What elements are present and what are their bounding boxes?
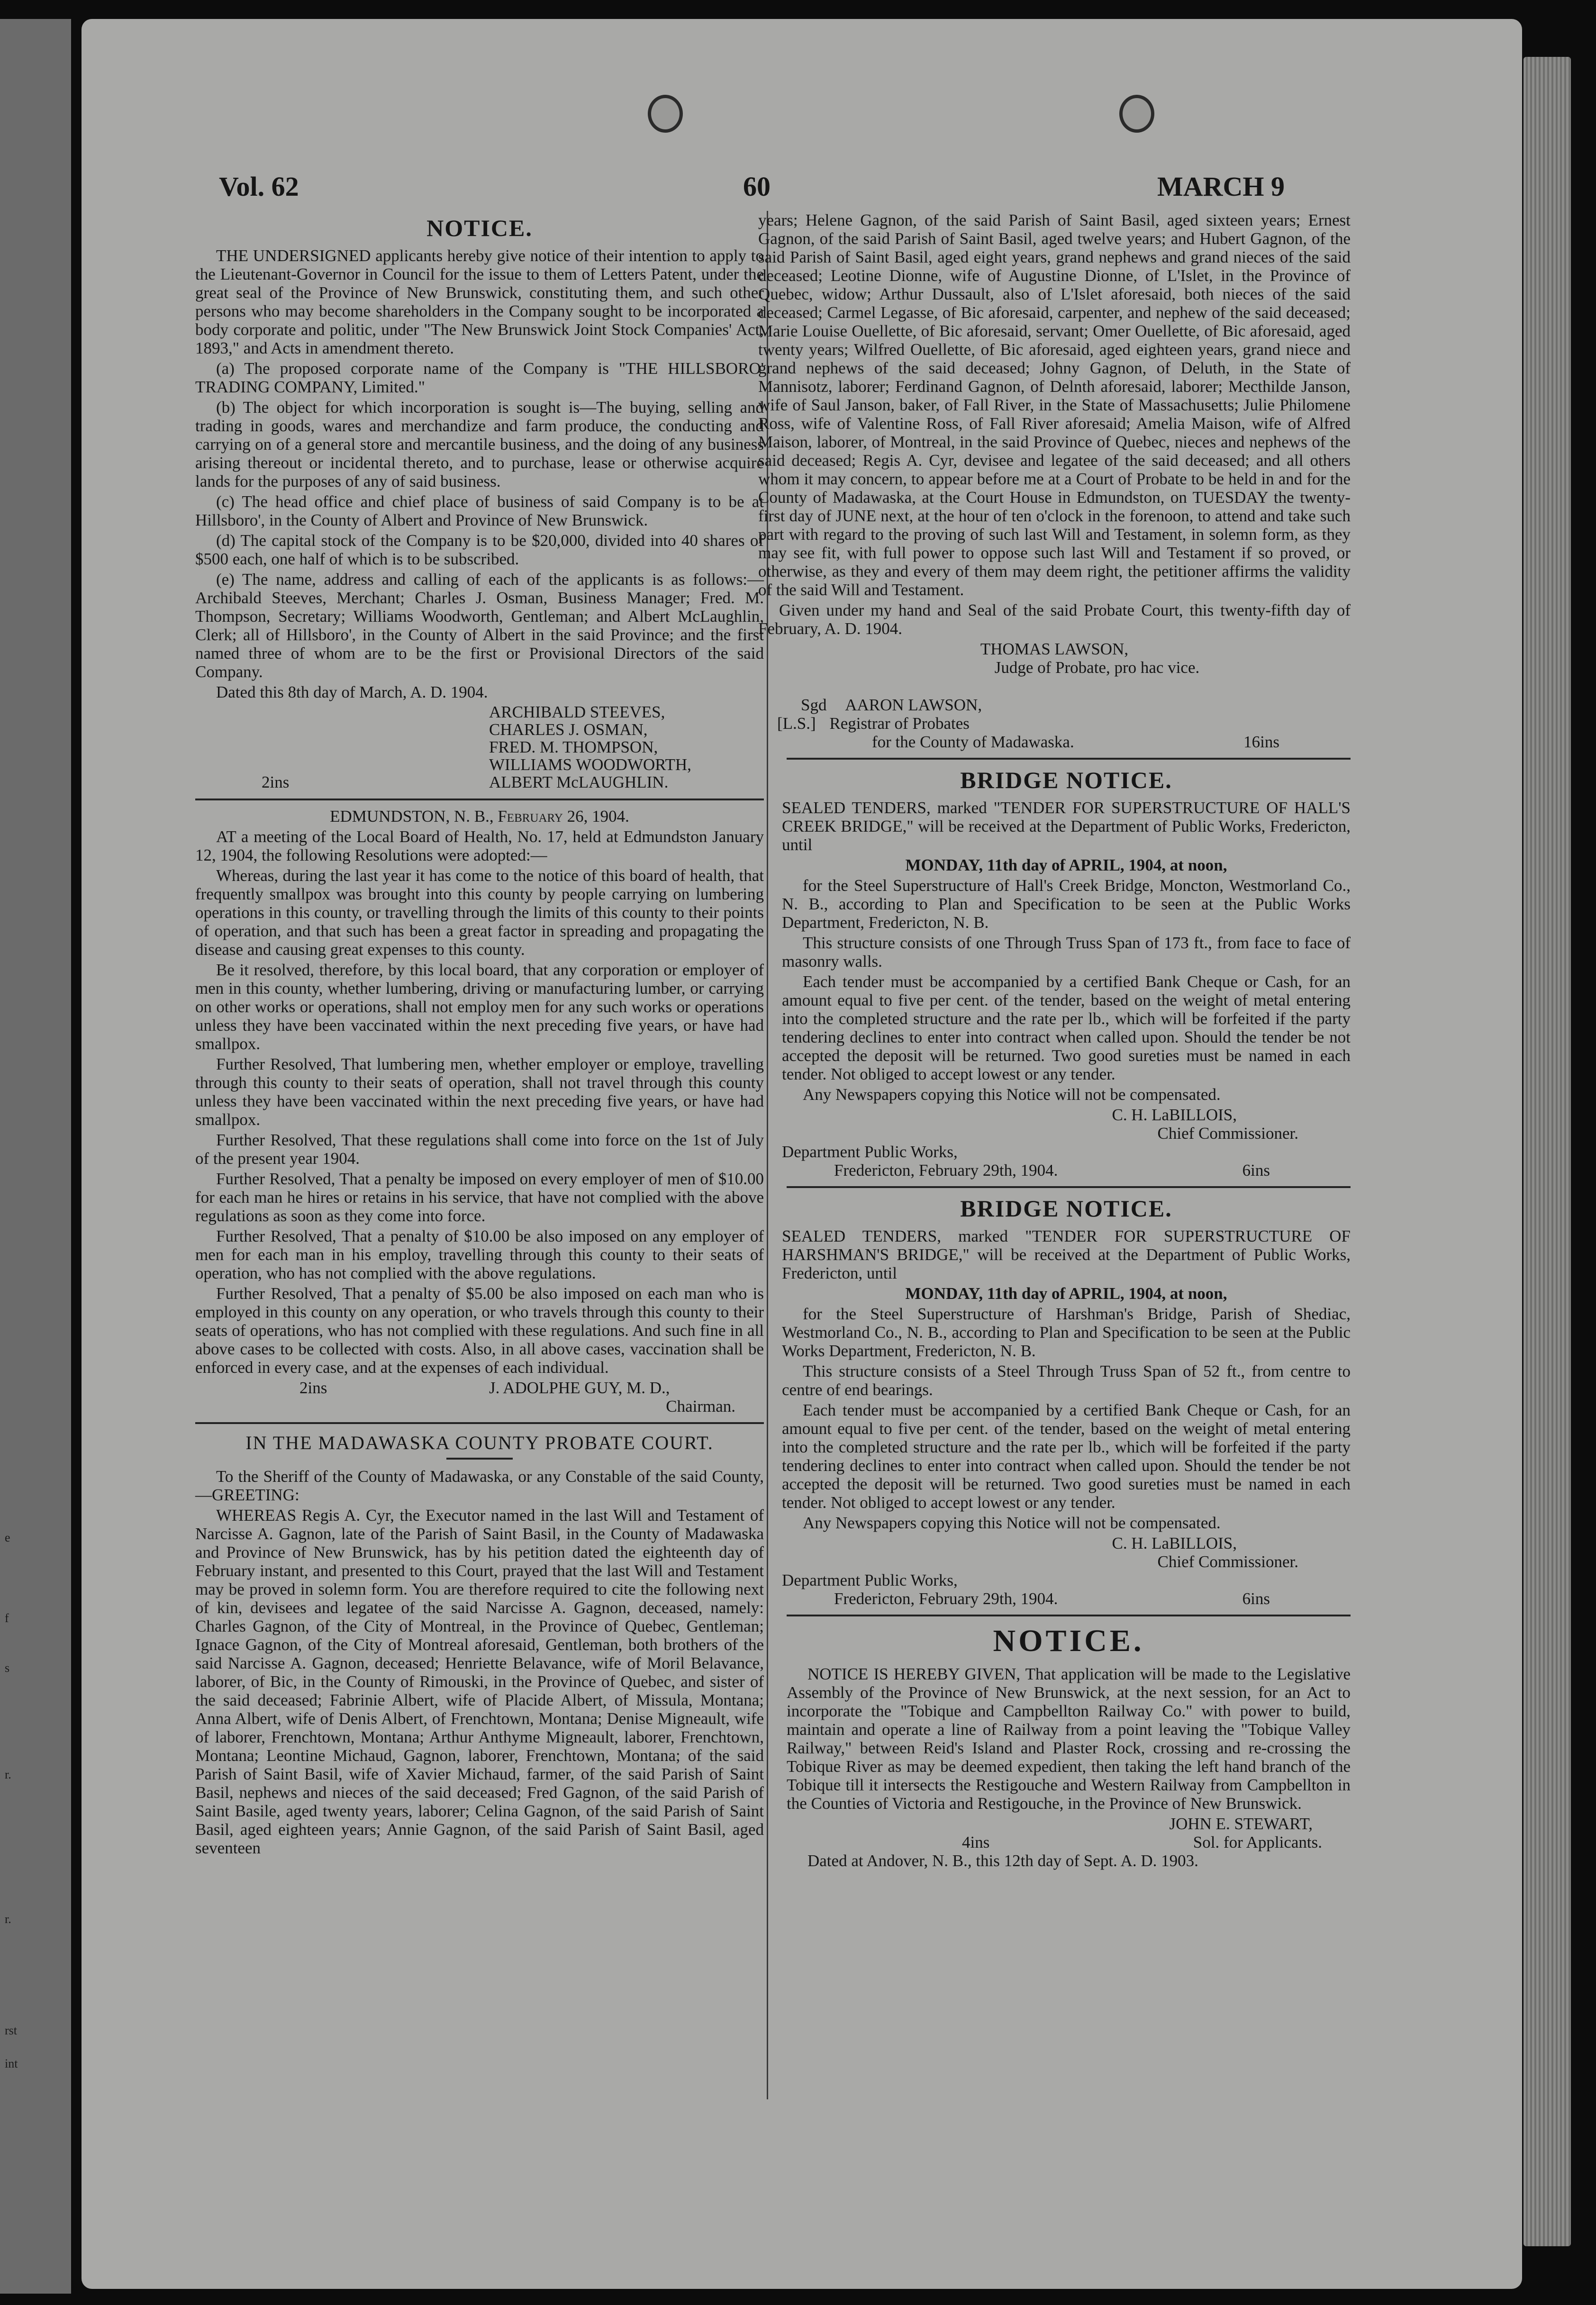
notice-paragraph: THE UNDERSIGNED applicants hereby give notice of their intention to apply to the Lieutenant-Governor in Council for the issue to them of Letters Patent, under the great seal of the Province of New Brunswick, constituting them, and such other persons who may become shareholders in the Company sought to be incorporated a body corporate and politic, under "The New Brunswick Joint Stock Companies' Act, 1893," and Acts in amendment thereto. [195, 246, 764, 357]
signer-title: Sol. for Applicants. [1193, 1833, 1322, 1851]
section-rule [787, 1615, 1351, 1616]
greeting: To the Sheriff of the County of Madawaska, or any Constable of the said County,—GREETING: [195, 1467, 764, 1504]
board-of-health-resolutions [195, 807, 764, 1416]
notice-paragraph: (c) The head office and chief place of business of said Company is to be at Hillsboro', in the County of Albert and Province of New Brunswick. [195, 492, 764, 529]
deadline-line: MONDAY, 11th day of APRIL, 1904, at noon, [905, 856, 1227, 874]
notice-paragraph: (a) The proposed corporate name of the Company is "THE HILLSBORO' TRADING COMPANY, Limited." [195, 359, 764, 396]
place-date: Fredericton, February 29th, 1904. [834, 1589, 1058, 1608]
registrar-title: Registrar of Probates [829, 714, 970, 733]
notice-paragraph: NOTICE IS HEREBY GIVEN, That application will be made to the Legislative Assembly of the Province of New Brunswick, at the next session, for an Act to incorporate the "Tobique and Campbellton Railway Co." with power to build, maintain and operate a line of Railway from a point leaving the "Tobique Valley Railway," between Reid's Island and Plaster Rock, crossing and re-crossing the Tobique River as may be deemed expedient, then taking the left hand branch of the Tobique till it intersects the Restigouche and Western Railway from Campbellton in the Counties of Victoria and Restigouche, in the Province of New Brunswick. [787, 1665, 1351, 1813]
notice-title: NOTICE. [426, 215, 533, 241]
registrar-county: for the County of Madawaska. [872, 733, 1074, 751]
signer-name: CHARLES J. OSMAN, [489, 720, 648, 739]
citation-body: WHEREAS Regis A. Cyr, the Executor named in the last Will and Testament of Narcisse A. Gagnon, late of the Parish of Saint Basil, in the County of Madawaska and Province of New Brunswick, has by his petition dated the eighteenth day of February instant, and presented to this Court, prayed that the last Will and Testament may be proved in solemn form. You are therefore required to cite the following next of kin, devisees and legatee of the said Narcisse A. Gagnon, deceased, namely: Charles Gagnon, of the City of Montreal, in the Province of Quebec, Gentleman; Ignace Gagnon, of the City of Montreal aforesaid, Gentleman, both brothers of the said Narcisse A. Gagnon, deceased; Henriette Belavance, wife of Moril Belavance, laborer, of Bic, in the County of Rimouski, in the Province of Quebec, and sister of the said deceased; Fabrinie Albert, wife of Placide Albert, of Missula, Montana; Anna Albert, wife of Denis Albert, of Frenchtown, Montana; Denise Migneault, wife of laborer, Frenchtown, Montana; Arthur Anthyme Migneault, laborer, Frenchtown, Montana; Leontine Michaud, Gagnon, laborer, Frenchtown, Montana; of the said Parish of Saint Basil, wife of Xavier Michaud, farmer, of the said Parish of Saint Basil, nephews and nieces of the said deceased; Fred Gagnon, of the said Parish of Saint Basile, aged twenty years, laborer; Celina Gagnon, of the said Parish of Saint Basil, aged eighteen years; Annie Gagnon, of the said Parish of Saint Basil, aged seventeen [195, 1506, 764, 1857]
registrar-name: AARON LAWSON, [845, 696, 982, 714]
judge-title: Judge of Probate, pro hac vice. [994, 658, 1200, 677]
resolution-paragraph: Further Resolved, That a penalty of $10.00 be also imposed on any employer of men for each man in his employ, travelling through this county to their seats of operation, who has not complied with the above regulations. [195, 1227, 764, 1282]
punch-hole-icon [1119, 95, 1154, 133]
seal-label: [L.S.] [777, 714, 816, 733]
registrar-block [758, 696, 1351, 751]
notice-title: BRIDGE NOTICE. [960, 767, 1172, 793]
tender-paragraph: Any Newspapers copying this Notice will not be compensated. [803, 1514, 1221, 1532]
right-column [758, 211, 1351, 1872]
resolution-paragraph: Further Resolved, That a penalty be imposed on every employer of men of $10.00 for each man he hires or retains in his service, that have not complied with the above regulations as soon as they come into force. [195, 1170, 764, 1225]
margin-fragment: r. [5, 1912, 11, 1926]
notice-title: BRIDGE NOTICE. [960, 1195, 1172, 1222]
tender-paragraph: This structure consists of one Through Truss Span of 173 ft., from face to face of masonry walls. [782, 934, 1351, 971]
left-column [195, 209, 764, 1859]
harshmans-bridge-notice [758, 1195, 1351, 1608]
margin-fragment: int [5, 2057, 18, 2070]
resolution-paragraph: Further Resolved, That lumbering men, whether employer or employe, travelling through this county to their seats of operation, shall not travel through this county unless they have been vaccinated within the next preceding five years, or have had smallpox. [195, 1055, 764, 1129]
dateline: EDMUNDSTON, N. B., February 26, 1904. [330, 807, 629, 826]
insertion-count: 2ins [262, 773, 290, 791]
notice-title: NOTICE. [993, 1624, 1144, 1658]
section-rule [787, 758, 1351, 760]
volume-label: Vol. 62 [219, 171, 299, 202]
margin-fragment: s [5, 1661, 10, 1675]
insertion-count: 6ins [1242, 1589, 1270, 1608]
tender-paragraph: for the Steel Superstructure of Harshman's Bridge, Parish of Shediac, Westmorland Co., N. B., according to Plan and Specification to be seen at the Public Works Department, Fredericton, N. B. [782, 1305, 1351, 1360]
stacked-page-edges [1523, 57, 1571, 2246]
tender-paragraph: SEALED TENDERS, marked "TENDER FOR SUPERSTRUCTURE OF HALL'S CREEK BRIDGE," will be received at the Department of Public Works, Fredericton, until [782, 799, 1351, 854]
signer-name: ALBERT McLAUGHLIN. [489, 773, 669, 791]
probate-court-citation [195, 1432, 764, 1857]
previous-page-edge [0, 19, 71, 2294]
tender-paragraph: for the Steel Superstructure of Hall's Creek Bridge, Moncton, Westmorland Co., N. B., according to Plan and Specification to be seen at the Public Works Department, Fredericton, N. B. [782, 876, 1351, 932]
resolution-paragraph: Further Resolved, That these regulations shall come into force on the 1st of July of the present year 1904. [195, 1131, 764, 1168]
tender-paragraph: SEALED TENDERS, marked "TENDER FOR SUPERSTRUCTURE OF HARSHMAN'S BRIDGE," will be received at the Department of Public Works, Fredericton, until [782, 1227, 1351, 1282]
department-line: Department Public Works, [782, 1571, 958, 1589]
title-underline [446, 1458, 513, 1460]
dated-line: Dated this 8th day of March, A. D. 1904. [216, 683, 488, 701]
margin-fragment: r. [5, 1768, 11, 1781]
section-rule [195, 799, 764, 800]
signer-name: JOHN E. STEWART, [1169, 1815, 1313, 1833]
signature-block [195, 1379, 764, 1416]
resolution-paragraph: Whereas, during the last year it has come to the notice of this board of health, that frequently smallpox was brought into this county by people carrying on lumbering operations in this county, or travelling through the limits of this county to their points of operation, and that such has been a great factor in spreading and propagating the disease and causing great expenses to this county. [195, 866, 764, 959]
section-rule [787, 1186, 1351, 1188]
insertion-count: 4ins [962, 1833, 990, 1851]
margin-fragment: rst [5, 2024, 17, 2037]
signer-name: C. H. LaBILLOIS, [1112, 1534, 1237, 1552]
dated-line: Dated at Andover, N. B., this 12th day of Sept. A. D. 1903. [807, 1851, 1198, 1870]
notice-paragraph: (e) The name, address and calling of each of the applicants is as follows:—Archibald Steeves, Merchant; Charles J. Osman, Business Manager; Fred. M. Thompson, Secretary; Williams Woodworth, Gentleman; and Albert McLaughlin, Clerk; all of Hillsboro', in the County of Albert in the said Province; and the first named three of whom are to be the first or Provisional Directors of the said Company. [195, 570, 764, 681]
issue-date: MARCH 9 [1157, 171, 1285, 202]
margin-fragment: f [5, 1611, 9, 1625]
signer-name: J. ADOLPHE GUY, M. D., [489, 1379, 670, 1397]
signer-title: Chief Commissioner. [1157, 1124, 1298, 1143]
hillsboro-trading-notice [195, 214, 764, 792]
given-line: Given under my hand and Seal of the said Probate Court, this twenty-fifth day of February, A. D. 1904. [758, 601, 1351, 638]
tender-paragraph: Each tender must be accompanied by a certified Bank Cheque or Cash, for an amount equal to five per cent. of the tender, based on the weight of metal entering into the completed structure and the rate per lb., which will be forfeited if the party tendering declines to enter into contract when called upon. Should the tender be not accepted the deposit will be returned. Two good sureties must be named in each tender. Not obliged to accept lowest or any tender. [782, 972, 1351, 1083]
department-line: Department Public Works, [782, 1143, 958, 1161]
court-title: IN THE MADAWASKA COUNTY PROBATE COURT. [245, 1432, 714, 1453]
insertion-count: 16ins [1243, 733, 1279, 751]
tender-paragraph: Each tender must be accompanied by a certified Bank Cheque or Cash, for an amount equal to five per cent. of the tender, based on the weight of metal entering into the completed structure and the rate per lb., which will be forfeited if the party tendering declines to enter into contract when called upon. Should the tender be not accepted the deposit will be returned. Two good sureties must be named in each tender. Not obliged to accept lowest or any tender. [782, 1401, 1351, 1512]
deadline-line: MONDAY, 11th day of APRIL, 1904, at noon, [905, 1284, 1227, 1303]
place-date-row [782, 1589, 1351, 1608]
resolution-paragraph: Be it resolved, therefore, by this local board, that any corporation or employer of men in this county, whether lumbering, driving or manufacturing lumber, or carrying on other works or operations, shall not employ men for any such works or operations unless they have been vaccinated within the next preceding five years, or have had smallpox. [195, 961, 764, 1053]
sgd-label: Sgd [801, 696, 827, 714]
notice-paragraph: (b) The object for which incorporation is sought is—The buying, selling and trading in goods, wares and merchandize and farm produce, the conducting and carrying on of a general store and mercantile business, and the doing of any business arising thereout or incidental thereto, and to purchase, lease or otherwise acquire lands for the purposes of any of said business. [195, 398, 764, 490]
signer-name: ARCHIBALD STEEVES, [489, 703, 665, 721]
resolution-paragraph: AT a meeting of the Local Board of Health, No. 17, held at Edmundston January 12, 1904, the following Resolutions were adopted:— [195, 827, 764, 864]
place-date-row [782, 1161, 1351, 1180]
signer-title: Chief Commissioner. [1157, 1552, 1298, 1571]
notice-paragraph: (d) The capital stock of the Company is to be $20,000, divided into 40 shares of $500 each, one half of which is to be subscribed. [195, 531, 764, 568]
judge-name: THOMAS LAWSON, [980, 640, 1129, 658]
page-number: 60 [743, 171, 771, 202]
probate-court-citation-continued [758, 211, 1351, 751]
insertion-count: 6ins [1242, 1161, 1270, 1180]
halls-creek-bridge-notice [758, 766, 1351, 1180]
insertion-count: 2ins [299, 1379, 327, 1397]
tender-paragraph: This structure consists of a Steel Through Truss Span of 52 ft., from centre to centre of end bearings. [782, 1362, 1351, 1399]
tender-paragraph: Any Newspapers copying this Notice will not be compensated. [803, 1085, 1221, 1104]
signer-name: FRED. M. THOMPSON, [489, 738, 658, 756]
railway-act-notice [758, 1623, 1351, 1870]
citation-body: years; Helene Gagnon, of the said Parish of Saint Basil, aged sixteen years; Ernest Gagnon, of the said Parish of Saint Basil, aged twelve years; and Hubert Gagnon, of the said Parish of Saint Basil, aged eight years, grand nephews and grand nieces of the said deceased; Leotine Dionne, wife of Augustine Dionne, of L'Islet, in the Province of Quebec, widow; Arthur Dussault, also of L'Islet aforesaid, both nieces of the said deceased; Carmel Legasse, of Bic aforesaid, carpenter, and nephew of the said deceased; Marie Louise Ouellette, of Bic aforesaid, servant; Omer Ouellette, of Bic aforesaid, aged twenty years; Wilfred Ouellette, of Bic aforesaid, aged eighteen years, grand niece and grand nephews of the said deceased; Johny Gagnon, of Deluth, in the State of Mannisotz, laborer; Ferdinand Gagnon, of Delnth aforesaid, laborer; Mecthilde Janson, wife of Saul Janson, baker, of Fall River, in the State of Massachusetts; Julie Philomene Ross, wife of Valentine Ross, of Fall River aforesaid; Amelia Maison, wife of Alfred Maison, laborer, of Montreal, in the said Province of Quebec, nieces and nephews of the said deceased; Regis A. Cyr, devisee and legatee of the said deceased; and all others whom it may concern, to appear before me at a Court of Probate to be held in and for the County of Madawaska, at the Court House in Edmundston, on TUESDAY the twenty-first day of JUNE next, at the hour of ten o'clock in the forenoon, to attend and take such part with regard to the proving of such last Will and Testament, in solemn form, as they may see fit, with full power to oppose such last Will and Testament if so proved, or otherwise, as they and every of them may deem right, the petitioner affirms the validity of the said Will and Testament. [758, 211, 1351, 599]
signer-name: C. H. LaBILLOIS, [1112, 1106, 1237, 1124]
signer-name: WILLIAMS WOODWORTH, [489, 755, 691, 774]
signer-row [787, 1833, 1351, 1851]
signer-title: Chairman. [666, 1397, 735, 1416]
punch-hole-icon [648, 95, 683, 133]
resolution-paragraph: Further Resolved, That a penalty of $5.00 be also imposed on each man who is employed in this county on any operation, or who travels through this county to their seats of operations, who has not complied with these regulations. And such fine in all above cases to be collected with costs. Also, in all above cases, vaccination shall be enforced in every case, and at the expenses of each individual. [195, 1284, 764, 1377]
section-rule [195, 1422, 764, 1424]
place-date: Fredericton, February 29th, 1904. [834, 1161, 1058, 1180]
margin-fragment: e [5, 1531, 10, 1544]
